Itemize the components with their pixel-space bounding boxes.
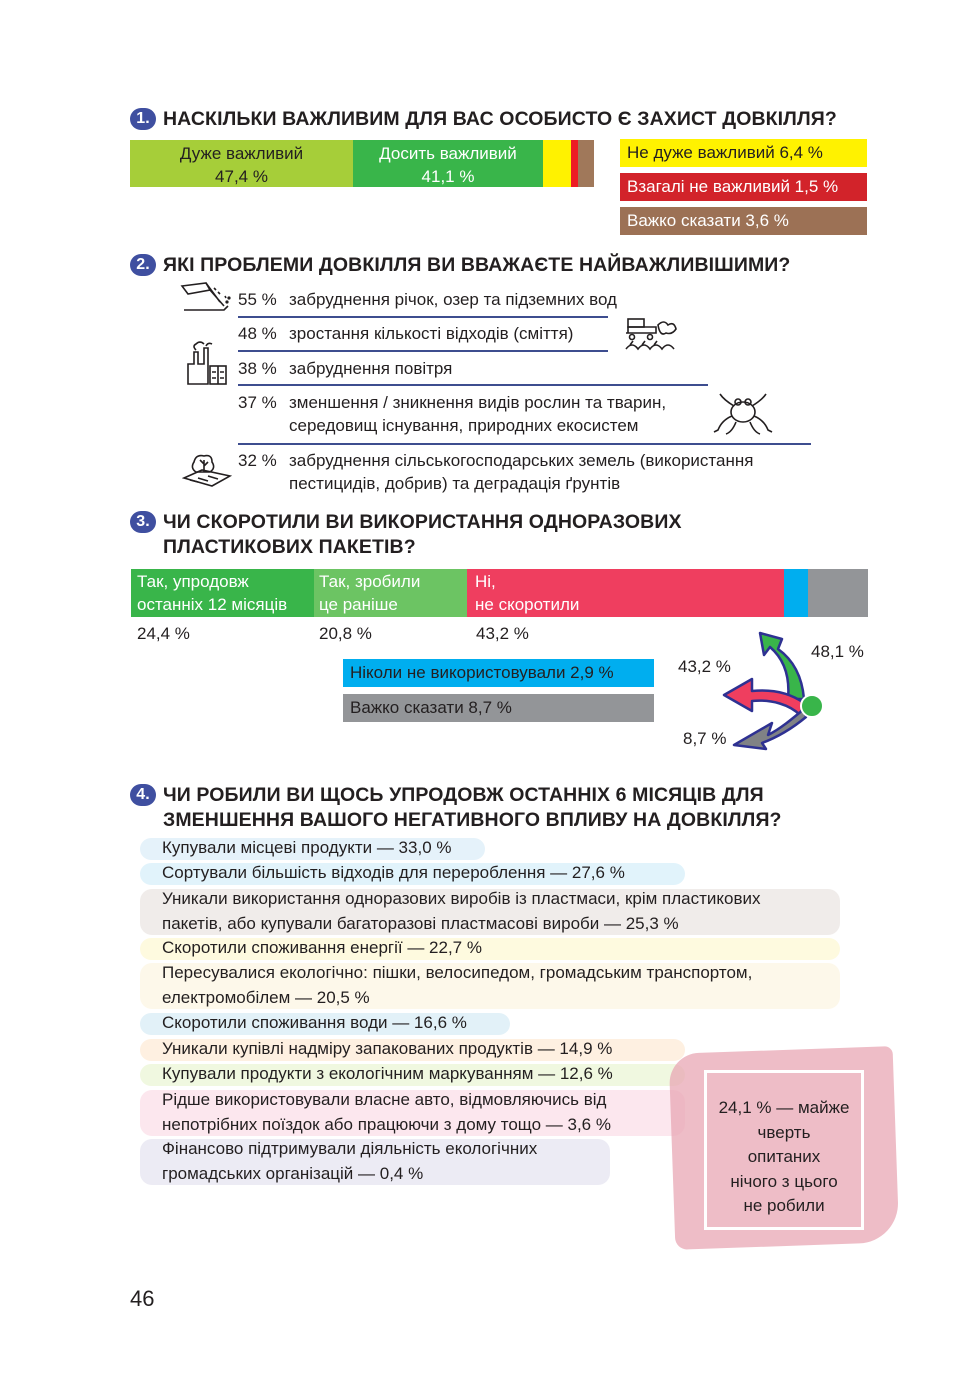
q1-legend-not-very-important: Не дуже важливий 6,4 %	[620, 139, 867, 167]
yes-arrow-icon	[760, 633, 804, 699]
q1-title: НАСКІЛЬКИ ВАЖЛИВИМ ДЛЯ ВАС ОСОБИСТО Є ЗАХИСТ ДОВКІЛЛЯ?	[163, 108, 837, 130]
q1-segment-label: Дуже важливий	[179, 144, 304, 163]
problem-pct: 55 %	[238, 290, 277, 309]
action-text: Рідше використовували власне авто, відмовляючись від	[162, 1090, 607, 1109]
q3-value: 24,4 %	[137, 624, 190, 643]
action-item	[162, 1062, 613, 1087]
q1-stacked-bar	[130, 140, 593, 187]
q3-segment-no	[467, 569, 784, 617]
action-item	[162, 1011, 467, 1036]
callout-line: не робили	[743, 1196, 825, 1215]
unknown-arrow-icon	[734, 709, 806, 749]
q3-segment-label: Так, упродовж	[137, 572, 249, 591]
q1-segment-hard-to-say	[578, 140, 594, 187]
callout-line: 24,1 % — майже	[718, 1098, 850, 1117]
divider	[238, 316, 608, 318]
page-number: 46	[130, 1286, 155, 1311]
q3-legend-hard-to-say: Важко сказати 8,7 %	[343, 694, 654, 722]
origin-dot	[801, 695, 823, 717]
divider	[238, 443, 811, 445]
q1-segment-very-important	[130, 140, 353, 187]
q3-number-badge: 3.	[130, 511, 156, 533]
q3-stacked-bar	[131, 569, 868, 617]
action-text: Уникали використання одноразових виробів із пластмаси, крім пластикових	[162, 889, 761, 908]
action-item	[162, 887, 761, 936]
action-item	[162, 1137, 537, 1186]
action-text: Пересувалися екологічно: пішки, велосипедом, громадським транспортом,	[162, 963, 753, 982]
q1-segment-label: Досить важливий	[379, 144, 517, 163]
callout-line: нічого з цього	[730, 1171, 838, 1191]
q3-value: 20,8 %	[319, 624, 372, 643]
q1-legend-hard-to-say: Важко сказати 3,6 %	[620, 207, 867, 235]
waste-icon	[622, 315, 680, 355]
q3-value: 43,2 %	[476, 624, 529, 643]
divider	[238, 350, 608, 352]
q3-segment-yes-earlier	[314, 569, 467, 617]
action-text: електромобілем — 20,5 %	[162, 987, 370, 1007]
problem-pct: 48 %	[238, 324, 277, 343]
q1-number-badge: 1.	[130, 108, 156, 130]
problem-text: зменшення / зникнення видів рослин та тварин,	[289, 393, 667, 412]
q3-segment-label: Так, зробили	[319, 572, 421, 591]
q1-legend-not-important: Взагалі не важливий 1,5 %	[620, 173, 867, 201]
action-item	[162, 861, 625, 886]
q3-segment-label: Ні,	[475, 572, 496, 591]
q3-arrow-no-label: 43,2 %	[678, 657, 731, 676]
q3-segment-never-used	[784, 569, 808, 617]
action-text: Скоротили споживання води — 16,6 %	[162, 1013, 467, 1032]
action-item	[162, 1037, 612, 1062]
q3-arrow-yes-label: 48,1 %	[811, 642, 864, 661]
q4-title-line2: ЗМЕНШЕННЯ ВАШОГО НЕГАТИВНОГО ВПЛИВУ НА ДОВКІЛЛЯ?	[163, 809, 782, 831]
problem-pct: 38 %	[238, 359, 277, 378]
q4-number-badge: 4.	[130, 784, 156, 806]
divider	[238, 384, 708, 386]
q3-segment-label: останніх 12 місяців	[137, 595, 288, 614]
action-text: Фінансово підтримували діяльність екологічних	[162, 1139, 538, 1158]
q3-arrow-unknown-label: 8,7 %	[683, 729, 727, 748]
problem-pct: 32 %	[238, 451, 277, 470]
problem-text: пестицидів, добрив) та деградація ґрунтів	[289, 474, 621, 493]
problem-text: забруднення сільськогосподарських земель (використання	[289, 451, 754, 470]
q2-number-badge: 2.	[130, 254, 156, 276]
action-text: Купували продукти з екологічним маркуванням — 12,6 %	[162, 1064, 613, 1083]
action-item	[162, 936, 482, 961]
action-text: Уникали купівлі надміру запакованих продуктів — 14,9 %	[162, 1039, 613, 1058]
land-icon	[182, 450, 232, 490]
problem-text: забруднення річок, озер та підземних вод	[289, 290, 617, 309]
action-text: непотрібних поїздок або працюючи з дому тощо — 3,6 %	[162, 1114, 611, 1134]
q3-segment-label: не скоротили	[475, 595, 580, 614]
action-text: Скоротили споживання енергії — 22,7 %	[162, 938, 482, 957]
q1-segment-quite-important	[353, 140, 543, 187]
problem-text: зростання кількості відходів (сміття)	[289, 324, 574, 343]
q3-title-line1: ЧИ СКОРОТИЛИ ВИ ВИКОРИСТАННЯ ОДНОРАЗОВИХ	[163, 511, 682, 533]
water-pollution-icon	[180, 280, 232, 314]
callout-line: чверть	[757, 1122, 811, 1142]
q1-segment-value: 47,4 %	[215, 167, 268, 186]
q1-segment-value: 41,1 %	[421, 167, 475, 186]
q3-segment-yes-recent	[131, 569, 314, 617]
problem-pct: 37 %	[238, 393, 277, 412]
action-text: Купували місцеві продукти — 33,0 %	[162, 838, 452, 857]
q3-segment-label: це раніше	[319, 595, 398, 614]
action-item	[162, 1088, 611, 1137]
action-item	[162, 961, 752, 1010]
q3-title-line2: ПЛАСТИКОВИХ ПАКЕТІВ?	[163, 536, 416, 558]
q3-segment-hard-to-say	[808, 569, 868, 617]
q1-segment-not-very-important	[543, 140, 571, 187]
problem-text: середовищ існування, природних екосистем	[289, 416, 639, 435]
callout-line: опитаних	[747, 1147, 821, 1166]
action-text: Сортували більшість відходів для перероблення — 27,6 %	[162, 863, 625, 882]
action-text: громадських організацій — 0,4 %	[162, 1163, 424, 1183]
q3-legend-never-used: Ніколи не використовували 2,9 %	[343, 659, 654, 687]
factory-icon	[184, 340, 230, 386]
q1-segment-not-important	[571, 140, 578, 187]
q4-title-line1: ЧИ РОБИЛИ ВИ ЩОСЬ УПРОДОВЖ ОСТАННІХ 6 МІСЯЦІВ ДЛЯ	[163, 784, 764, 806]
action-item	[162, 836, 451, 861]
frog-icon	[712, 390, 774, 440]
q2-title: ЯКІ ПРОБЛЕМИ ДОВКІЛЛЯ ВИ ВВАЖАЄТЕ НАЙВАЖЛИВІШИМИ?	[163, 254, 791, 276]
problem-text: забруднення повітря	[289, 359, 453, 378]
callout-text	[696, 1096, 872, 1219]
action-text: пакетів, або купували багаторазові пластмасові вироби — 25,3 %	[162, 913, 679, 933]
